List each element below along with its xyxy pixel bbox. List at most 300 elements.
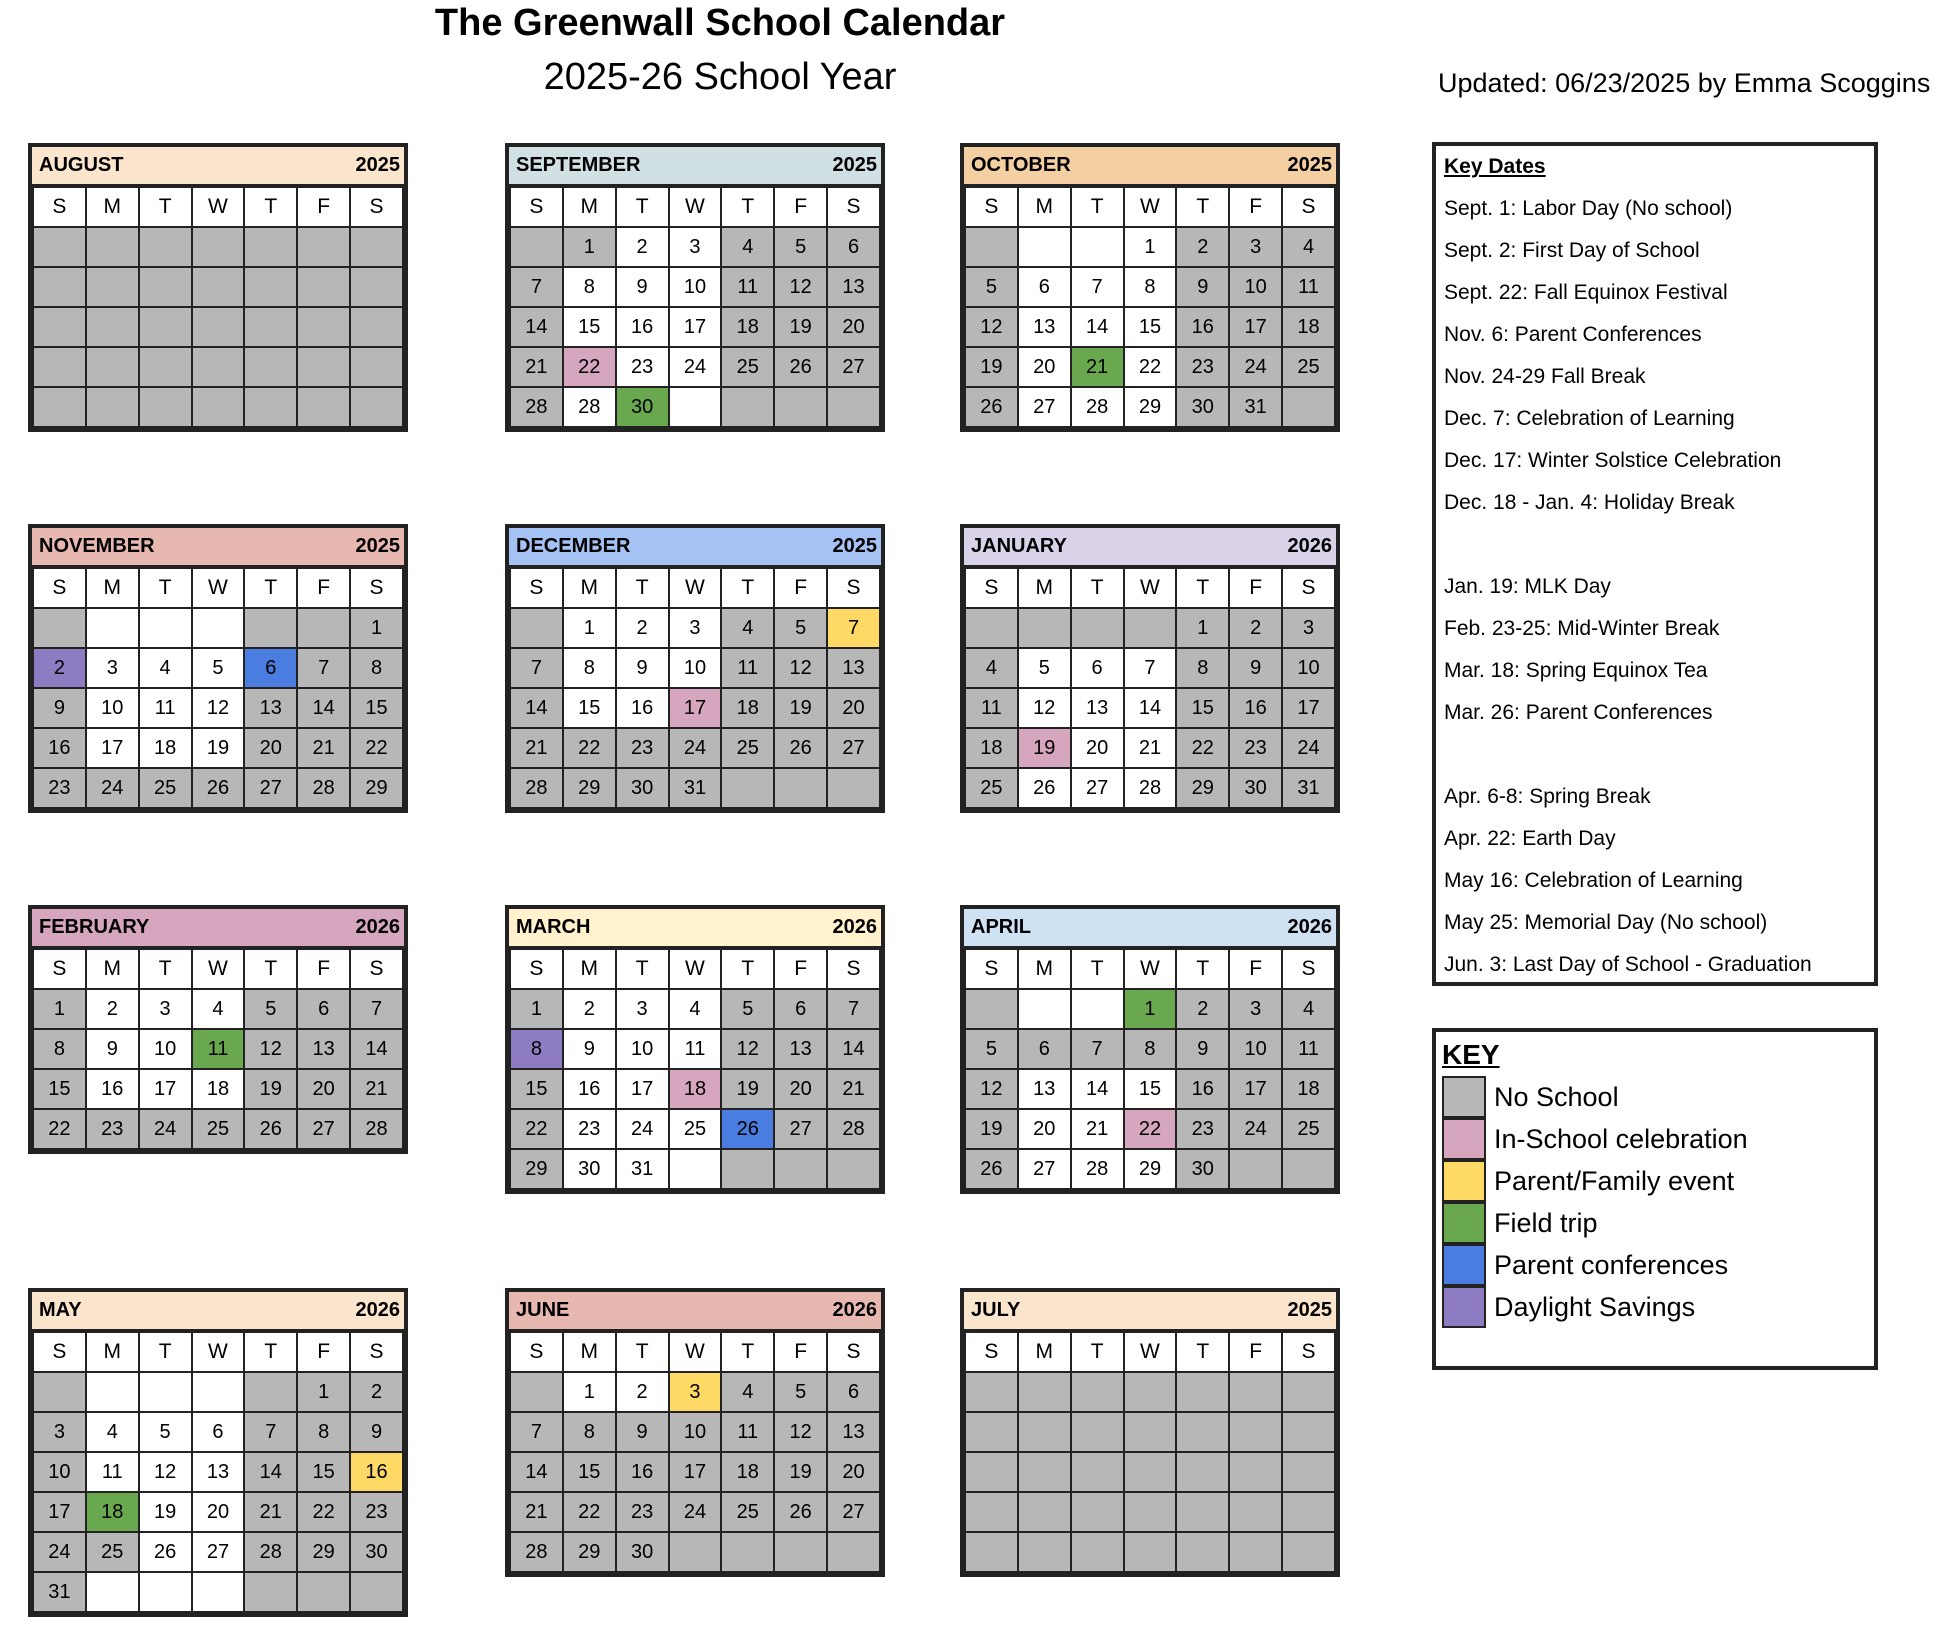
weekday-label: W (1124, 187, 1177, 227)
day-cell: 18 (721, 307, 774, 347)
week-row (965, 768, 1335, 808)
legend-label: Field trip (1494, 1207, 1598, 1238)
day-cell: 28 (510, 387, 563, 427)
month-december (505, 524, 885, 813)
day-cell (1229, 1452, 1282, 1492)
day-cell: 16 (1176, 1069, 1229, 1109)
day-cell: 23 (1176, 1109, 1229, 1149)
weekday-label: T (1176, 187, 1229, 227)
day-cell: 26 (774, 1492, 827, 1532)
day-cell: 11 (86, 1452, 139, 1492)
weekday-label: S (350, 568, 403, 608)
day-cell: 1 (1124, 989, 1177, 1029)
key-date-item: Jan. 19: MLK Day (1444, 575, 1611, 598)
month-name: NOVEMBER (39, 535, 155, 557)
day-cell: 27 (827, 728, 880, 768)
day-cell: 16 (616, 1452, 669, 1492)
weekday-row (965, 1332, 1335, 1372)
weekday-label: T (721, 187, 774, 227)
weekday-label: S (350, 1332, 403, 1372)
day-cell: 19 (774, 1452, 827, 1492)
day-cell (244, 608, 297, 648)
weekday-label: T (244, 949, 297, 989)
weekday-label: W (192, 949, 245, 989)
weekday-label: M (1018, 1332, 1071, 1372)
day-cell: 19 (1018, 728, 1071, 768)
weekday-label: S (350, 949, 403, 989)
legend-list (1442, 1076, 1868, 1328)
day-cell: 24 (669, 1492, 722, 1532)
day-cell: 4 (139, 648, 192, 688)
month-january (960, 524, 1340, 813)
week-row (510, 1492, 880, 1532)
weekday-label: M (86, 187, 139, 227)
day-cell: 10 (86, 688, 139, 728)
day-cell: 6 (1071, 648, 1124, 688)
weekday-label: M (86, 949, 139, 989)
key-date-item: May 25: Memorial Day (No school) (1444, 911, 1768, 934)
day-cell: 17 (139, 1069, 192, 1109)
day-cell: 24 (139, 1109, 192, 1149)
updated-note: Updated: 06/23/2025 by Emma Scoggins (1438, 68, 1931, 98)
day-cell: 22 (1124, 347, 1177, 387)
week-row (510, 1372, 880, 1412)
day-cell: 3 (669, 608, 722, 648)
week-row (510, 1029, 880, 1069)
month-year: 2025 (1287, 1299, 1332, 1321)
day-cell (33, 347, 86, 387)
day-cell: 19 (965, 1109, 1018, 1149)
day-cell: 21 (827, 1069, 880, 1109)
day-cell (965, 1412, 1018, 1452)
day-cell: 21 (1071, 1109, 1124, 1149)
day-cell: 11 (192, 1029, 245, 1069)
weekday-row (33, 187, 403, 227)
day-cell (1018, 1412, 1071, 1452)
weekday-label: T (616, 949, 669, 989)
weekday-label: T (616, 187, 669, 227)
month-year: 2025 (832, 535, 877, 557)
day-cell (1229, 1532, 1282, 1572)
day-cell (139, 1372, 192, 1412)
day-cell (1018, 1532, 1071, 1572)
weekday-label: M (563, 568, 616, 608)
day-cell: 16 (616, 688, 669, 728)
week-row (510, 1109, 880, 1149)
weekday-label: T (244, 1332, 297, 1372)
key-date-item: Mar. 18: Spring Equinox Tea (1444, 659, 1708, 682)
day-cell: 23 (563, 1109, 616, 1149)
week-row (510, 347, 880, 387)
month-february (28, 905, 408, 1154)
day-cell: 27 (244, 768, 297, 808)
day-cell: 25 (721, 347, 774, 387)
page-title: The Greenwall School Calendar (434, 2, 1006, 44)
month-name: SEPTEMBER (516, 154, 641, 176)
day-cell: 23 (33, 768, 86, 808)
day-cell: 12 (721, 1029, 774, 1069)
day-cell: 28 (1124, 768, 1177, 808)
day-cell (1124, 1412, 1177, 1452)
day-cell: 27 (192, 1532, 245, 1572)
week-row (965, 347, 1335, 387)
day-cell (965, 1492, 1018, 1532)
day-cell (1124, 1372, 1177, 1412)
day-cell: 24 (616, 1109, 669, 1149)
month-name: APRIL (971, 916, 1031, 938)
day-cell: 2 (1176, 227, 1229, 267)
weekday-label: T (139, 568, 192, 608)
day-cell: 15 (1176, 688, 1229, 728)
month-june (505, 1288, 885, 1577)
day-cell (350, 307, 403, 347)
day-cell: 20 (774, 1069, 827, 1109)
day-cell: 22 (1124, 1109, 1177, 1149)
day-cell: 11 (1282, 267, 1335, 307)
day-cell: 11 (139, 688, 192, 728)
day-cell: 19 (721, 1069, 774, 1109)
day-cell (192, 307, 245, 347)
month-year: 2026 (832, 916, 877, 938)
weekday-label: M (563, 949, 616, 989)
day-cell: 24 (1229, 347, 1282, 387)
weekday-label: F (774, 187, 827, 227)
day-cell: 1 (563, 1372, 616, 1412)
weekday-label: F (297, 1332, 350, 1372)
day-cell: 20 (192, 1492, 245, 1532)
day-cell: 20 (1071, 728, 1124, 768)
week-row (33, 1372, 403, 1412)
week-row (965, 1452, 1335, 1492)
month-march (505, 905, 885, 1194)
day-cell: 7 (510, 1412, 563, 1452)
week-row (33, 688, 403, 728)
weekday-label: F (297, 949, 350, 989)
day-cell: 16 (616, 307, 669, 347)
day-cell: 17 (86, 728, 139, 768)
day-cell: 23 (1229, 728, 1282, 768)
day-cell: 2 (1229, 608, 1282, 648)
day-cell: 2 (616, 227, 669, 267)
day-cell: 27 (1071, 768, 1124, 808)
day-cell: 22 (33, 1109, 86, 1149)
day-cell: 10 (669, 1412, 722, 1452)
day-cell (827, 387, 880, 427)
week-row (510, 387, 880, 427)
day-cell (1176, 1372, 1229, 1412)
weekday-label: T (616, 568, 669, 608)
day-cell: 3 (1229, 227, 1282, 267)
day-cell (965, 608, 1018, 648)
day-cell: 17 (1282, 688, 1335, 728)
legend-label: Parent conferences (1494, 1249, 1729, 1280)
weekday-label: S (827, 1332, 880, 1372)
day-cell (669, 1532, 722, 1572)
month-table (964, 567, 1336, 809)
day-cell: 18 (139, 728, 192, 768)
weekday-label: S (965, 568, 1018, 608)
day-cell: 29 (1176, 768, 1229, 808)
day-cell (669, 1149, 722, 1189)
month-november (28, 524, 408, 813)
day-cell: 13 (244, 688, 297, 728)
day-cell: 3 (33, 1412, 86, 1452)
month-year: 2025 (355, 535, 400, 557)
day-cell: 7 (1071, 267, 1124, 307)
day-cell: 23 (616, 1492, 669, 1532)
day-cell: 3 (139, 989, 192, 1029)
day-cell (192, 227, 245, 267)
day-cell: 22 (350, 728, 403, 768)
day-cell: 7 (827, 989, 880, 1029)
week-row (33, 1109, 403, 1149)
month-name: JULY (971, 1299, 1021, 1321)
day-cell: 16 (33, 728, 86, 768)
day-cell: 30 (616, 768, 669, 808)
day-cell: 7 (297, 648, 350, 688)
day-cell (297, 267, 350, 307)
weekday-label: T (139, 1332, 192, 1372)
day-cell (1071, 227, 1124, 267)
week-row (33, 1572, 403, 1612)
key-date-item: Dec. 17: Winter Solstice Celebration (1444, 449, 1782, 472)
day-cell (139, 267, 192, 307)
key-date-item: Nov. 24-29 Fall Break (1444, 365, 1646, 388)
day-cell: 6 (1018, 1029, 1071, 1069)
weekday-label: M (1018, 568, 1071, 608)
month-may (28, 1288, 408, 1617)
week-row (510, 1069, 880, 1109)
day-cell: 15 (297, 1452, 350, 1492)
day-cell (1071, 1412, 1124, 1452)
day-cell: 18 (86, 1492, 139, 1532)
month-header (32, 528, 404, 567)
weekday-row (510, 568, 880, 608)
month-header (509, 909, 881, 948)
day-cell: 2 (86, 989, 139, 1029)
day-cell: 10 (33, 1452, 86, 1492)
week-row (33, 1412, 403, 1452)
key-date-item: Apr. 22: Earth Day (1444, 827, 1616, 850)
day-cell (297, 608, 350, 648)
day-cell: 27 (827, 1492, 880, 1532)
day-cell: 27 (1018, 1149, 1071, 1189)
weekday-label: T (1071, 949, 1124, 989)
key-dates-box (1432, 142, 1878, 986)
legend-swatch (1442, 1118, 1486, 1160)
day-cell (350, 267, 403, 307)
day-cell: 13 (192, 1452, 245, 1492)
day-cell: 9 (350, 1412, 403, 1452)
weekday-label: T (244, 568, 297, 608)
day-cell (192, 347, 245, 387)
day-cell: 7 (244, 1412, 297, 1452)
day-cell (827, 1532, 880, 1572)
month-name: OCTOBER (971, 154, 1071, 176)
day-cell: 29 (510, 1149, 563, 1189)
day-cell (669, 387, 722, 427)
key-date-item: Mar. 26: Parent Conferences (1444, 701, 1713, 724)
legend-swatch (1442, 1286, 1486, 1328)
weekday-label: T (1176, 1332, 1229, 1372)
month-august (28, 143, 408, 432)
key-date-item: Sept. 1: Labor Day (No school) (1444, 197, 1733, 220)
month-october (960, 143, 1340, 432)
day-cell: 28 (827, 1109, 880, 1149)
month-july (960, 1288, 1340, 1577)
month-year: 2025 (1287, 154, 1332, 176)
weekday-row (33, 1332, 403, 1372)
legend-box (1432, 1028, 1878, 1370)
day-cell: 17 (669, 307, 722, 347)
week-row (965, 989, 1335, 1029)
key-dates-title: Key Dates (1444, 155, 1546, 178)
day-cell (1282, 1492, 1335, 1532)
week-row (965, 227, 1335, 267)
legend-label: Daylight Savings (1494, 1291, 1696, 1322)
month-header (32, 909, 404, 948)
day-cell (350, 1572, 403, 1612)
week-row (510, 688, 880, 728)
day-cell: 26 (774, 728, 827, 768)
day-cell (721, 768, 774, 808)
day-cell: 8 (1176, 648, 1229, 688)
day-cell: 10 (616, 1029, 669, 1069)
day-cell (1071, 1492, 1124, 1532)
day-cell (1229, 1492, 1282, 1532)
weekday-label: W (669, 187, 722, 227)
day-cell (244, 267, 297, 307)
day-cell: 20 (297, 1069, 350, 1109)
day-cell (1229, 1149, 1282, 1189)
day-cell: 21 (297, 728, 350, 768)
weekday-label: T (721, 568, 774, 608)
day-cell: 6 (1018, 267, 1071, 307)
weekday-label: M (1018, 949, 1071, 989)
day-cell (1176, 1492, 1229, 1532)
weekday-label: W (192, 1332, 245, 1372)
day-cell: 5 (774, 227, 827, 267)
month-september (505, 143, 885, 432)
weekday-row (965, 568, 1335, 608)
day-cell (33, 267, 86, 307)
day-cell: 10 (1229, 267, 1282, 307)
day-cell: 3 (1229, 989, 1282, 1029)
month-year: 2026 (1287, 535, 1332, 557)
day-cell: 16 (563, 1069, 616, 1109)
day-cell (1282, 1372, 1335, 1412)
weekday-label: T (139, 949, 192, 989)
weekday-label: S (965, 949, 1018, 989)
day-cell: 2 (616, 1372, 669, 1412)
month-table (32, 186, 404, 428)
day-cell: 31 (1282, 768, 1335, 808)
day-cell: 4 (86, 1412, 139, 1452)
week-row (965, 1149, 1335, 1189)
day-cell: 28 (1071, 1149, 1124, 1189)
day-cell: 20 (827, 1452, 880, 1492)
day-cell (192, 1572, 245, 1612)
legend-item (1442, 1286, 1868, 1328)
day-cell (1229, 1412, 1282, 1452)
day-cell: 16 (350, 1452, 403, 1492)
month-year: 2026 (1287, 916, 1332, 938)
day-cell: 2 (33, 648, 86, 688)
legend-item (1442, 1076, 1868, 1118)
day-cell: 3 (86, 648, 139, 688)
weekday-label: T (1071, 568, 1124, 608)
day-cell (1018, 1452, 1071, 1492)
day-cell: 19 (244, 1069, 297, 1109)
week-row (510, 307, 880, 347)
day-cell: 23 (86, 1109, 139, 1149)
month-name: JANUARY (971, 535, 1067, 557)
day-cell: 18 (721, 688, 774, 728)
day-cell: 18 (192, 1069, 245, 1109)
week-row (33, 768, 403, 808)
weekday-label: S (33, 568, 86, 608)
day-cell: 8 (1124, 267, 1177, 307)
month-name: MARCH (516, 916, 591, 938)
day-cell: 29 (1124, 1149, 1177, 1189)
day-cell (86, 267, 139, 307)
day-cell (139, 1572, 192, 1612)
day-cell: 15 (563, 688, 616, 728)
day-cell: 8 (350, 648, 403, 688)
day-cell: 20 (827, 307, 880, 347)
key-date-item: Sept. 22: Fall Equinox Festival (1444, 281, 1728, 304)
day-cell: 12 (774, 648, 827, 688)
day-cell: 10 (1229, 1029, 1282, 1069)
day-cell: 25 (1282, 1109, 1335, 1149)
day-cell: 28 (510, 1532, 563, 1572)
weekday-row (510, 1332, 880, 1372)
day-cell: 22 (563, 347, 616, 387)
day-cell (139, 387, 192, 427)
day-cell: 15 (350, 688, 403, 728)
day-cell: 12 (774, 1412, 827, 1452)
weekday-label: S (510, 1332, 563, 1372)
day-cell: 4 (669, 989, 722, 1029)
day-cell: 7 (510, 267, 563, 307)
weekday-label: S (1282, 949, 1335, 989)
week-row (965, 1532, 1335, 1572)
day-cell: 31 (616, 1149, 669, 1189)
weekday-label: W (669, 1332, 722, 1372)
day-cell (1176, 1532, 1229, 1572)
day-cell: 9 (616, 648, 669, 688)
day-cell: 16 (86, 1069, 139, 1109)
day-cell: 10 (1282, 648, 1335, 688)
day-cell: 14 (297, 688, 350, 728)
day-cell: 24 (33, 1532, 86, 1572)
day-cell (297, 387, 350, 427)
day-cell (1071, 608, 1124, 648)
day-cell (297, 227, 350, 267)
day-cell: 10 (669, 267, 722, 307)
month-table (964, 186, 1336, 428)
day-cell (33, 227, 86, 267)
day-cell: 1 (510, 989, 563, 1029)
day-cell: 6 (297, 989, 350, 1029)
week-row (510, 608, 880, 648)
day-cell: 21 (1124, 728, 1177, 768)
weekday-label: S (33, 1332, 86, 1372)
day-cell: 29 (1124, 387, 1177, 427)
day-cell: 14 (1124, 688, 1177, 728)
weekday-label: S (1282, 187, 1335, 227)
day-cell: 1 (1124, 227, 1177, 267)
